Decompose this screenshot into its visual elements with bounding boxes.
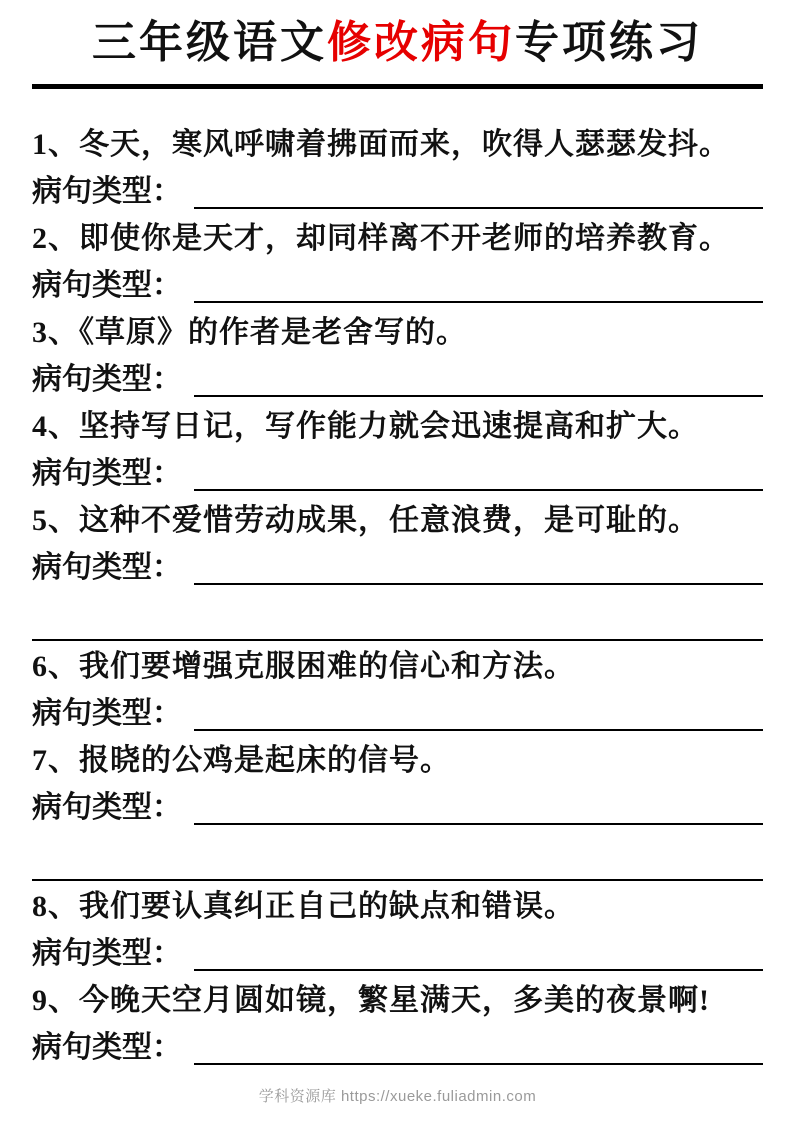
answer-blank-line[interactable] xyxy=(194,784,763,825)
exercise-sentence: 6、我们要增强克服困难的信心和方法。 xyxy=(32,650,575,683)
answer-label: 病句类型： xyxy=(32,175,182,208)
exercise-sentence: 8、我们要认真纠正自己的缺点和错误。 xyxy=(32,890,575,923)
answer-row xyxy=(32,1024,763,1071)
exercise-item-6 xyxy=(32,643,763,737)
answer-row xyxy=(32,356,763,403)
answer-label: 病句类型： xyxy=(32,551,182,584)
answer-blank-line[interactable] xyxy=(194,262,763,303)
title-highlight: 修改病句 xyxy=(327,18,515,67)
answer-blank-line[interactable] xyxy=(194,168,763,209)
exercise-sentence: 2、即使你是天才，却同样离不开老师的培养教育。 xyxy=(32,222,730,255)
answer-row xyxy=(32,784,763,831)
answer-row xyxy=(32,450,763,497)
exercise-item-8 xyxy=(32,883,763,977)
answer-blank-line[interactable] xyxy=(194,544,763,585)
exercise-item-9 xyxy=(32,977,763,1071)
answer-row xyxy=(32,544,763,591)
exercise-item-1 xyxy=(32,121,763,215)
answer-label: 病句类型： xyxy=(32,1031,182,1064)
answer-label: 病句类型： xyxy=(32,269,182,302)
answer-row xyxy=(32,930,763,977)
answer-blank-line[interactable] xyxy=(194,450,763,491)
worksheet-header xyxy=(32,12,763,89)
exercise-item-5 xyxy=(32,497,763,641)
extra-answer-line[interactable] xyxy=(32,831,763,881)
answer-label: 病句类型： xyxy=(32,937,182,970)
exercise-sentence: 3、《草原》的作者是老舍写的。 xyxy=(32,316,467,349)
title-suffix: 专项练习 xyxy=(515,18,703,67)
answer-row xyxy=(32,262,763,309)
exercise-item-7 xyxy=(32,737,763,881)
extra-answer-line[interactable] xyxy=(32,591,763,641)
answer-label: 病句类型： xyxy=(32,457,182,490)
exercise-sentence: 1、冬天，寒风呼啸着拂面而来，吹得人瑟瑟发抖。 xyxy=(32,128,730,161)
exercise-list xyxy=(32,121,763,1071)
footer-text: 学科资源库 https://xueke.fuliadmin.com xyxy=(258,1088,537,1105)
answer-row xyxy=(32,690,763,737)
answer-label: 病句类型： xyxy=(32,697,182,730)
exercise-item-4 xyxy=(32,403,763,497)
exercise-item-2 xyxy=(32,215,763,309)
exercise-sentence: 5、这种不爱惜劳动成果，任意浪费，是可耻的。 xyxy=(32,504,699,537)
answer-label: 病句类型： xyxy=(32,791,182,824)
exercise-item-3 xyxy=(32,309,763,403)
footer-watermark xyxy=(32,1085,763,1106)
title-prefix: 三年级语文 xyxy=(92,18,327,67)
page-title xyxy=(34,16,761,70)
answer-row xyxy=(32,168,763,215)
exercise-sentence: 9、今晚天空月圆如镜，繁星满天，多美的夜景啊! xyxy=(32,984,710,1017)
answer-blank-line[interactable] xyxy=(194,356,763,397)
answer-blank-line[interactable] xyxy=(194,930,763,971)
answer-blank-line[interactable] xyxy=(194,690,763,731)
answer-blank-line[interactable] xyxy=(194,1024,763,1065)
exercise-sentence: 7、报晓的公鸡是起床的信号。 xyxy=(32,744,451,777)
answer-label: 病句类型： xyxy=(32,363,182,396)
exercise-sentence: 4、坚持写日记，写作能力就会迅速提高和扩大。 xyxy=(32,410,699,443)
